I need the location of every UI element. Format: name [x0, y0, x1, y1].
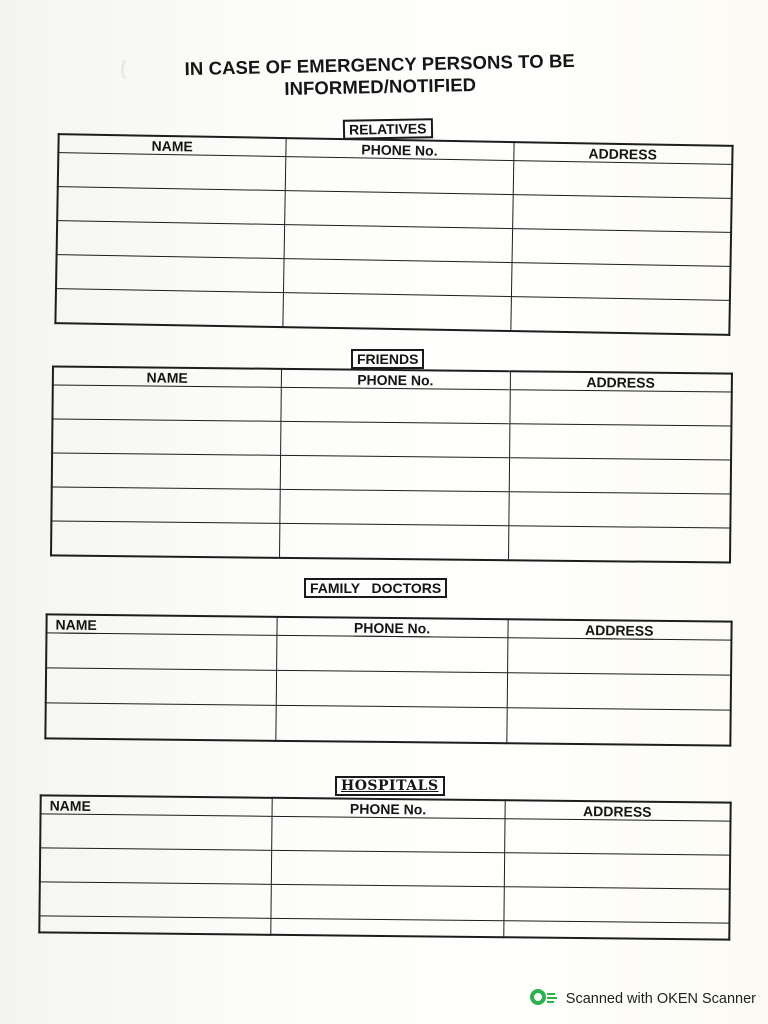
name-cell[interactable]: [40, 848, 271, 884]
name-column-header: NAME: [58, 134, 285, 156]
name-cell[interactable]: [52, 419, 280, 455]
address-cell[interactable]: [508, 526, 730, 562]
phone-cell[interactable]: [270, 884, 503, 920]
address-cell[interactable]: [507, 638, 731, 675]
address-cell[interactable]: [509, 458, 731, 494]
hospitals-table: [38, 794, 731, 940]
title-line-1: IN CASE OF EMERGENCY PERSONS TO BE: [184, 49, 576, 80]
name-cell[interactable]: [51, 521, 279, 557]
address-cell[interactable]: [507, 673, 731, 710]
phone-cell[interactable]: [275, 705, 506, 742]
name-cell[interactable]: [39, 916, 270, 934]
address-column-header: ADDRESS: [510, 371, 732, 392]
friends-label: FRIENDS: [351, 349, 424, 369]
phone-cell[interactable]: [280, 421, 509, 457]
address-cell[interactable]: [512, 195, 732, 233]
address-cell[interactable]: [504, 853, 730, 889]
name-cell[interactable]: [51, 487, 279, 523]
family-doctors-label: FAMILY DOCTORS: [304, 578, 447, 598]
phone-column-header: PHONE No.: [272, 798, 505, 819]
address-column-header: ADDRESS: [505, 800, 731, 821]
name-cell[interactable]: [45, 703, 275, 740]
name-cell[interactable]: [52, 453, 280, 489]
name-cell[interactable]: [52, 385, 280, 421]
phone-cell[interactable]: [270, 918, 503, 936]
address-cell[interactable]: [509, 424, 731, 460]
oken-scanner-logo-icon: [530, 988, 558, 1010]
scanner-watermark: [530, 988, 756, 1010]
address-cell[interactable]: [511, 263, 731, 301]
phone-cell[interactable]: [283, 259, 512, 297]
phone-column-header: PHONE No.: [285, 138, 513, 160]
phone-cell[interactable]: [284, 191, 513, 229]
family-doctors-table: [44, 613, 732, 746]
phone-cell[interactable]: [282, 293, 511, 331]
title-line-2: INFORMED/NOTIFIED: [284, 73, 477, 100]
page-title: [100, 48, 661, 104]
phone-cell[interactable]: [276, 670, 507, 707]
name-cell[interactable]: [40, 814, 271, 850]
address-column-header: [507, 619, 731, 640]
show-through-text: (: [119, 57, 127, 81]
address-cell[interactable]: [512, 229, 732, 267]
scanner-watermark-text: Scanned with OKEN Scanner: [565, 991, 756, 1007]
phone-cell[interactable]: [276, 635, 507, 672]
phone-cell[interactable]: [280, 455, 509, 491]
phone-cell[interactable]: [285, 157, 514, 195]
name-column-header: NAME: [41, 795, 272, 816]
address-column-header: ADDRESS: [513, 142, 732, 164]
address-cell[interactable]: [510, 297, 730, 335]
phone-cell[interactable]: [280, 387, 509, 423]
address-header-text: ADDRESS: [584, 622, 654, 639]
address-cell[interactable]: [508, 492, 730, 528]
name-cell[interactable]: [57, 187, 285, 225]
phone-column-header: [276, 617, 507, 638]
hospitals-label: HOSPITALS: [335, 776, 445, 796]
phone-cell[interactable]: [279, 489, 508, 525]
address-cell[interactable]: [503, 887, 729, 923]
address-cell[interactable]: [513, 161, 733, 199]
address-cell[interactable]: [503, 921, 729, 939]
address-cell[interactable]: [504, 819, 730, 855]
phone-cell[interactable]: [284, 225, 513, 263]
table-row: [45, 703, 730, 745]
phone-cell[interactable]: [271, 850, 504, 886]
relatives-table: [54, 133, 733, 335]
friends-table: [50, 365, 733, 563]
name-header-text: NAME: [55, 616, 97, 633]
phone-header-text: PHONE No.: [353, 619, 431, 637]
address-cell[interactable]: [509, 390, 731, 426]
name-column-header: NAME: [53, 366, 281, 387]
phone-cell[interactable]: [279, 523, 508, 559]
name-cell[interactable]: [46, 633, 276, 670]
address-cell[interactable]: [506, 708, 730, 745]
name-cell[interactable]: [55, 289, 283, 327]
name-cell[interactable]: [39, 882, 270, 918]
name-cell[interactable]: [58, 153, 286, 191]
name-cell[interactable]: [56, 255, 284, 293]
name-cell[interactable]: [46, 668, 276, 705]
name-cell[interactable]: [57, 221, 285, 259]
table-row: [51, 521, 730, 562]
name-column-header: [46, 614, 276, 635]
relatives-label: RELATIVES: [343, 118, 433, 140]
phone-cell[interactable]: [271, 816, 504, 852]
phone-column-header: PHONE No.: [281, 369, 510, 390]
